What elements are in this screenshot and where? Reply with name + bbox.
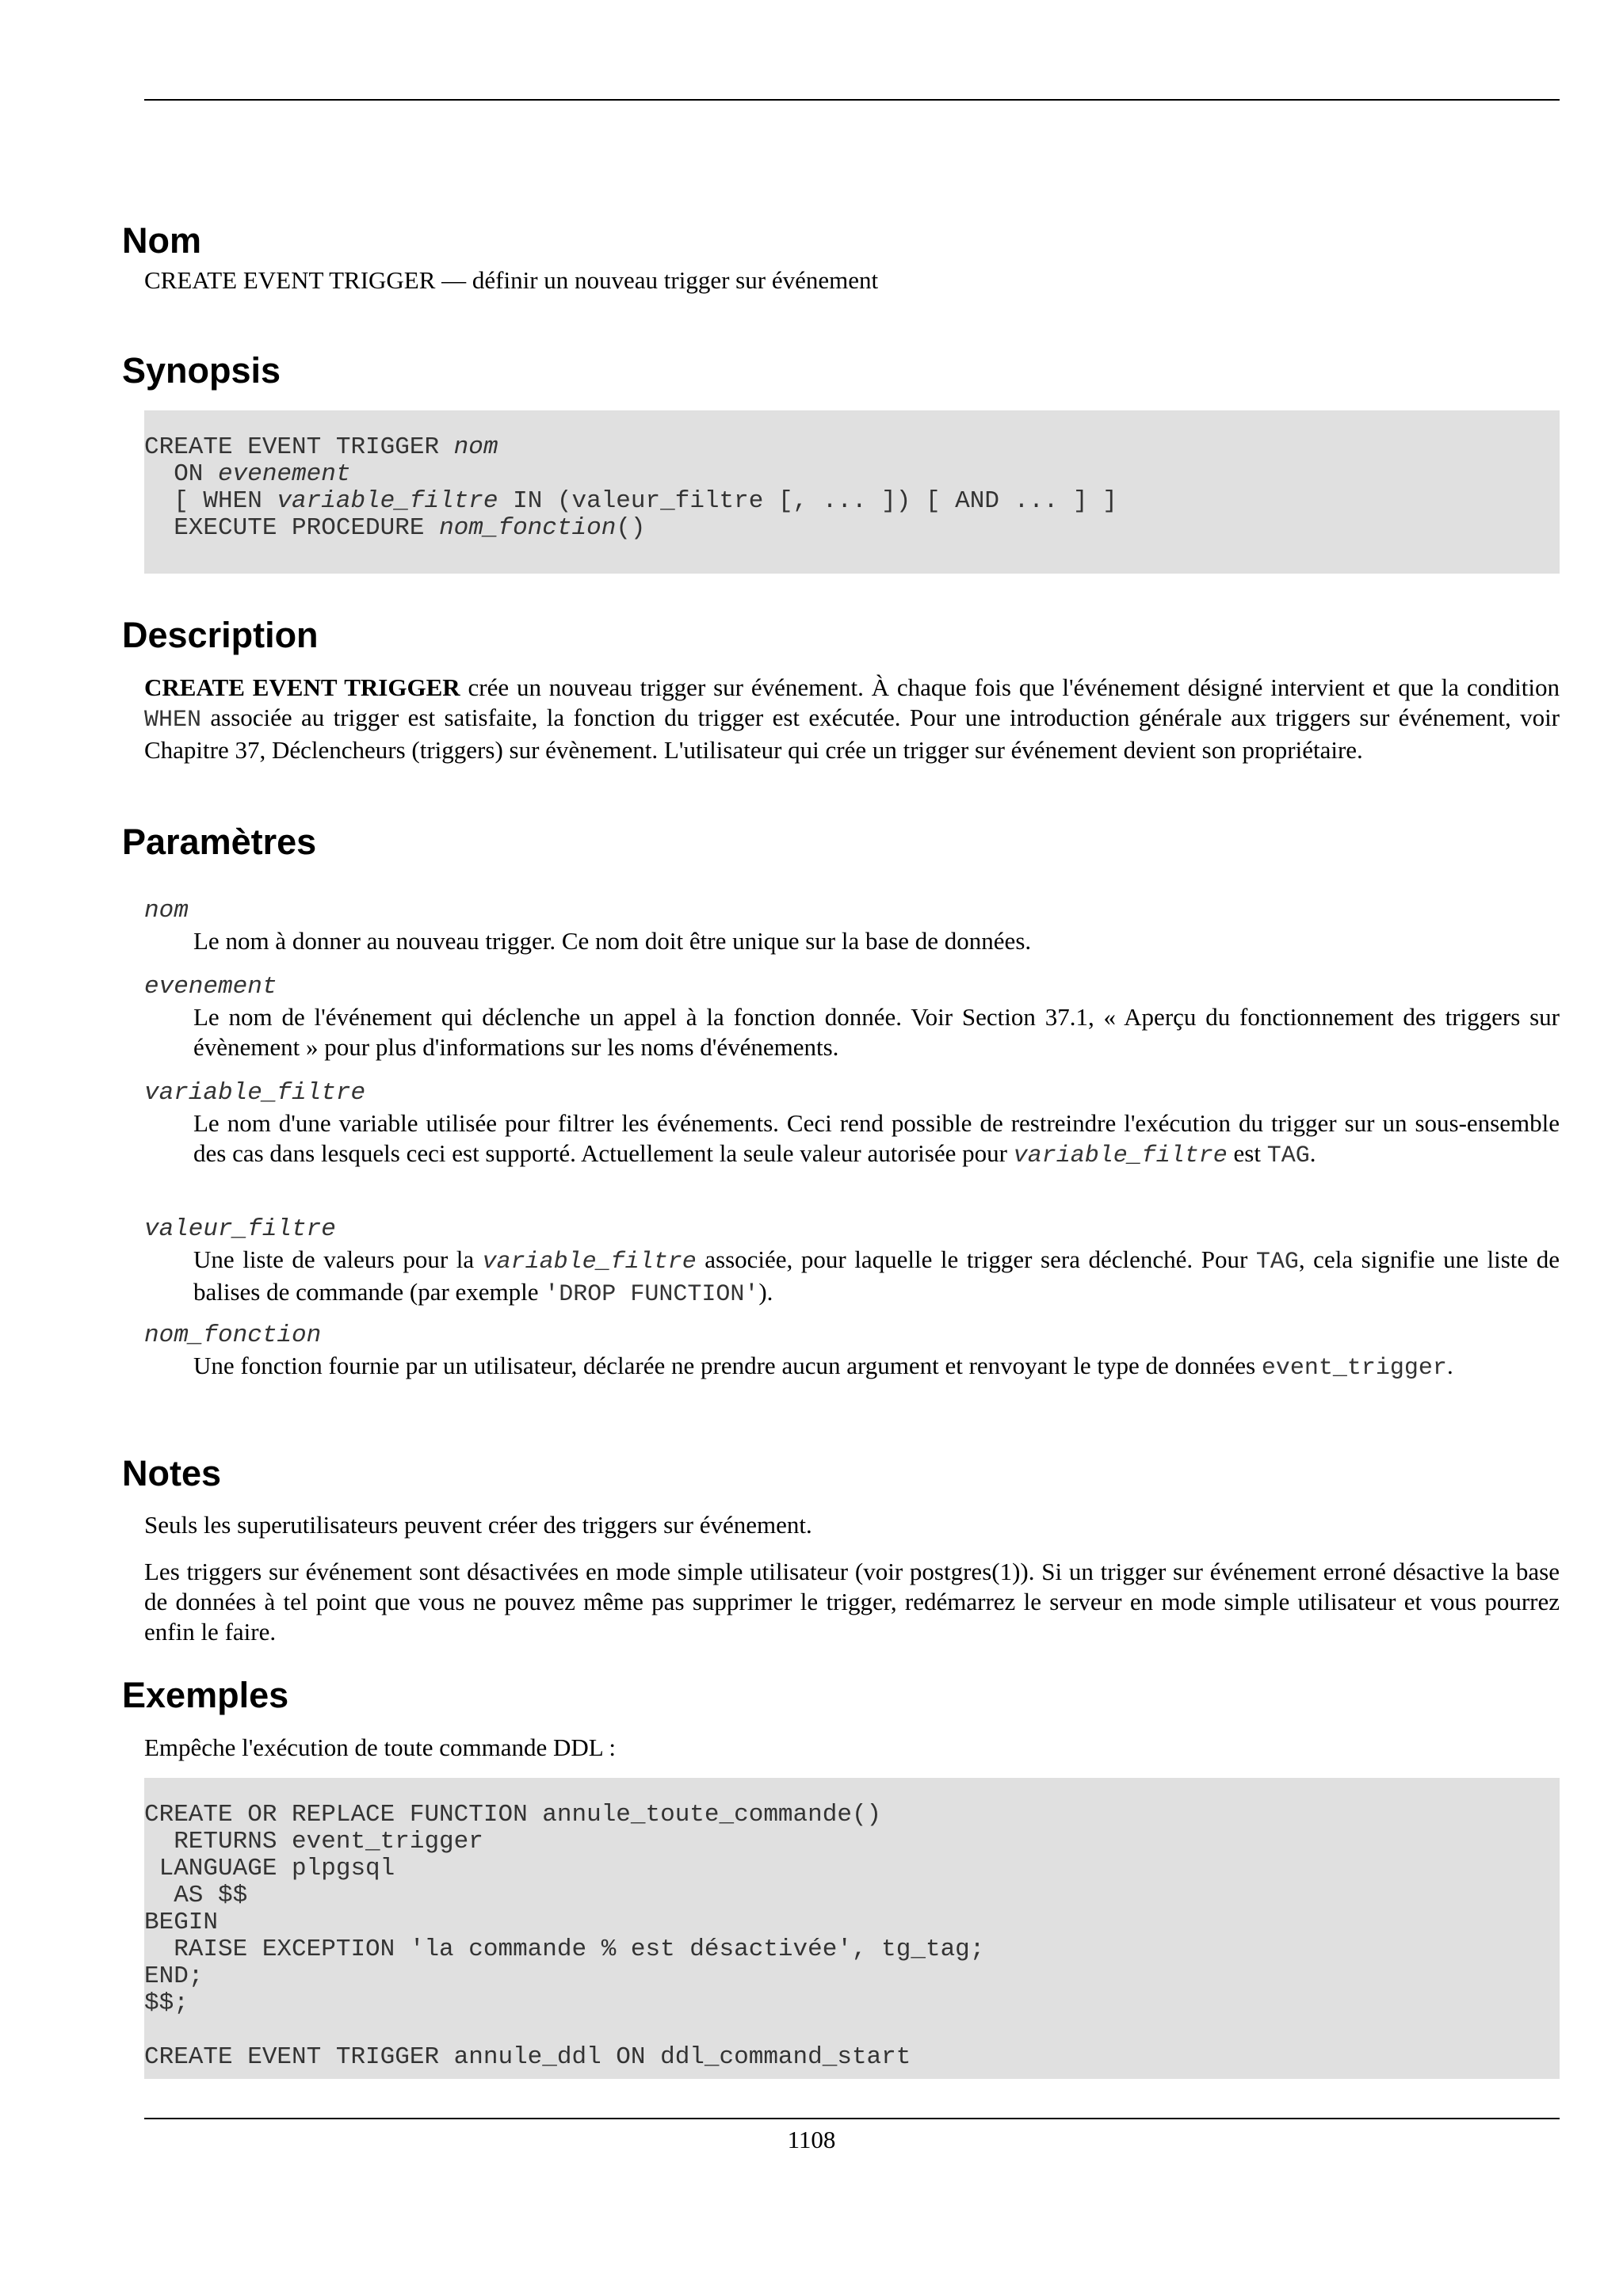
synopsis-code-block — [144, 410, 1560, 574]
inline-code: WHEN — [144, 707, 202, 734]
inline-code: TAG — [1266, 1142, 1310, 1169]
code-placeholder: evenement — [218, 460, 351, 488]
text-run: ). — [758, 1278, 773, 1306]
param-term-nom: nom — [144, 897, 189, 925]
param-term-evenement: evenement — [144, 973, 277, 1001]
code-text: () — [616, 514, 646, 542]
inline-code: variable_filtre — [482, 1249, 697, 1276]
code-placeholder: nom_fonction — [439, 514, 617, 542]
description-paragraph — [144, 673, 1560, 765]
param-def-nom: Le nom à donner au nouveau trigger. Ce nom doit être unique sur la base de données. — [193, 927, 1032, 955]
inline-code: TAG — [1255, 1249, 1299, 1276]
code-text: [ WHEN — [144, 487, 277, 515]
param-term-nom-fonction: nom_fonction — [144, 1322, 322, 1349]
code-placeholder: variable_filtre — [277, 487, 498, 515]
code-text: CREATE EVENT TRIGGER — [144, 433, 454, 461]
page-number: 1108 — [787, 2126, 836, 2153]
heading-parametres: Paramètres — [122, 822, 317, 862]
code-text: EXECUTE PROCEDURE — [144, 514, 440, 542]
heading-exemples: Exemples — [122, 1675, 289, 1715]
text-run: . — [1446, 1352, 1453, 1379]
text-run: Une fonction fournie par un utilisateur, déclarée ne prendre aucun argument et renvoyant le type de données — [193, 1352, 1262, 1379]
code-placeholder: nom — [453, 433, 498, 461]
nom-text: CREATE EVENT TRIGGER — définir un nouveau trigger sur événement — [144, 266, 879, 294]
code-text: IN (valeur_filtre [, ... ]) [ AND ... ] ] — [498, 487, 1117, 515]
text-run: associée, pour laquelle le trigger sera déclenché. Pour — [696, 1245, 1256, 1273]
heading-description: Description — [122, 615, 319, 655]
bottom-rule — [144, 2118, 1560, 2119]
param-def-variable-filtre — [193, 1108, 1560, 1171]
notes-paragraph-2: Les triggers sur événement sont désactivées en mode simple utilisateur (voir postgres(1)). Si un trigger sur événement erroné désactive la base de données à tel point que vous ne pouvez même pas supprimer le trigger, redémarrez le serveur en mode simple utilisateur et vous pourrez enfin le faire. — [144, 1558, 1560, 1646]
code-text: ON — [144, 460, 219, 488]
heading-nom: Nom — [122, 220, 201, 261]
notes-paragraph-1: Seuls les superutilisateurs peuvent créer des triggers sur événement. — [144, 1511, 812, 1539]
text-run: . — [1309, 1139, 1316, 1167]
text-run: Le nom d'une variable utilisée pour filtrer les événements. Ceci rend possible de restreindre l'exécution du trigger sur un sous-ensemble des cas dans lesquels ceci est supporté. Actuellement la seule valeur autorisée pour — [193, 1109, 1560, 1167]
param-def-evenement: Le nom de l'événement qui déclenche un appel à la fonction donnée. Voir Section 37.1, « Aperçu du fonctionnement des triggers sur évènement » pour plus d'informations sur les noms d'événements. — [193, 1003, 1560, 1061]
param-term-variable-filtre: variable_filtre — [144, 1079, 366, 1107]
inline-code: 'DROP FUNCTION' — [544, 1281, 759, 1308]
top-rule — [144, 99, 1560, 101]
param-def-nom-fonction — [193, 1351, 1560, 1383]
command-name: CREATE EVENT TRIGGER — [144, 673, 460, 701]
heading-synopsis: Synopsis — [122, 350, 281, 391]
text-run: Une liste de valeurs pour la — [193, 1245, 483, 1273]
inline-code: variable_filtre — [1013, 1142, 1228, 1169]
text-run: , cela signifie une liste de balises de commande (par exemple — [193, 1245, 1560, 1306]
text-run: associée au trigger est satisfaite, la fonction du trigger est exécutée. Pour une introduction générale aux triggers sur événement, voir Chapitre 37, Déclencheurs (triggers) sur évènement. L'utilisateur qui crée un trigger sur événement devient son propriétaire. — [144, 704, 1560, 764]
exemples-intro: Empêche l'exécution de toute commande DDL : — [144, 1733, 616, 1761]
example-code-block: CREATE OR REPLACE FUNCTION annule_toute_commande() RETURNS event_trigger LANGUAGE plpgsql AS $$ BEGIN RAISE EXCEPTION 'la commande % est désactivée', tg_tag; END; $$; CREATE EVENT TRIGGER annule_ddl ON ddl_command_start — [144, 1778, 1560, 2079]
param-def-valeur-filtre — [193, 1245, 1560, 1310]
heading-notes: Notes — [122, 1453, 222, 1493]
inline-code: event_trigger — [1261, 1355, 1447, 1382]
param-term-valeur-filtre: valeur_filtre — [144, 1215, 336, 1243]
text-run: est — [1227, 1139, 1267, 1167]
text-run: crée un nouveau trigger sur événement. À chaque fois que l'événement désigné intervient et que la condition — [460, 673, 1560, 701]
